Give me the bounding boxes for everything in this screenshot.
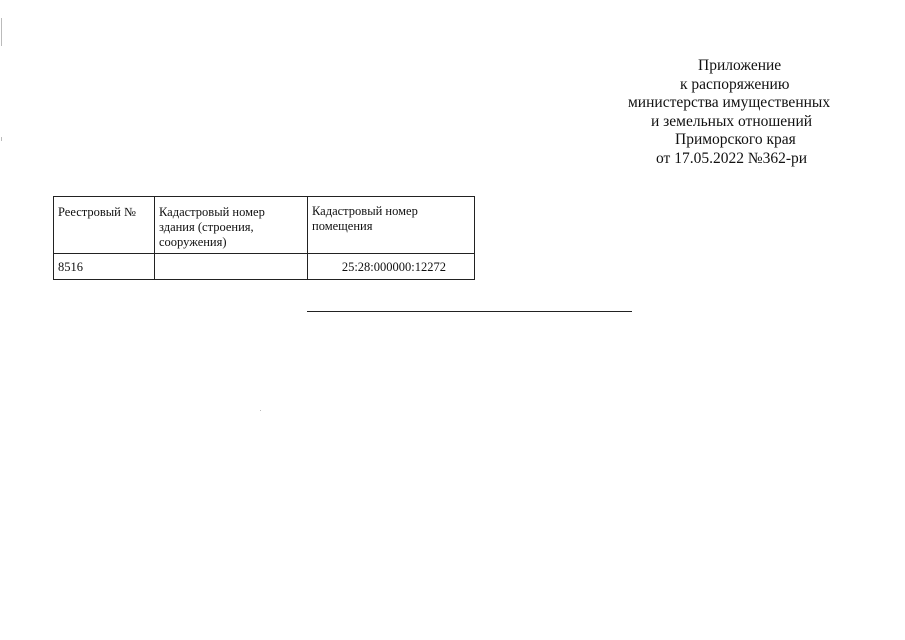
cell-building-cadastral-value xyxy=(155,254,307,260)
annex-title: Приложение xyxy=(698,57,782,74)
header-building-cadastral-label: Кадастровый номер здания (строения, сооружения) xyxy=(159,205,265,249)
annex-ministry-cont: и земельных отношений xyxy=(651,112,813,130)
annex-region: Приморского края xyxy=(675,131,796,149)
header-registry-number-label: Реестровый № xyxy=(58,205,136,219)
cell-premises-cadastral xyxy=(308,254,475,280)
cell-premises-cadastral-value: 25:28:000000:12272 xyxy=(341,260,446,274)
table-header-row xyxy=(54,197,475,254)
scan-artifact xyxy=(1,137,2,141)
header-registry-number xyxy=(54,197,155,254)
header-premises-cadastral xyxy=(308,197,475,254)
header-premises-cadastral-label: Кадастровый номер помещения xyxy=(312,204,418,233)
annex-reference: к распоряжению xyxy=(680,75,790,93)
table-row xyxy=(54,254,475,280)
cell-registry-number xyxy=(54,254,155,280)
scan-artifact xyxy=(1,18,2,46)
annex-header xyxy=(590,57,870,169)
registry-table xyxy=(53,196,475,280)
scan-artifact xyxy=(260,410,261,411)
annex-ministry: министерства имущественных xyxy=(628,94,831,112)
annex-date-number: от 17.05.2022 №362-ри xyxy=(656,149,808,167)
cell-building-cadastral xyxy=(155,254,308,280)
header-building-cadastral xyxy=(155,197,308,254)
cell-registry-number-value: 8516 xyxy=(58,260,83,274)
document-end-line xyxy=(307,311,632,312)
